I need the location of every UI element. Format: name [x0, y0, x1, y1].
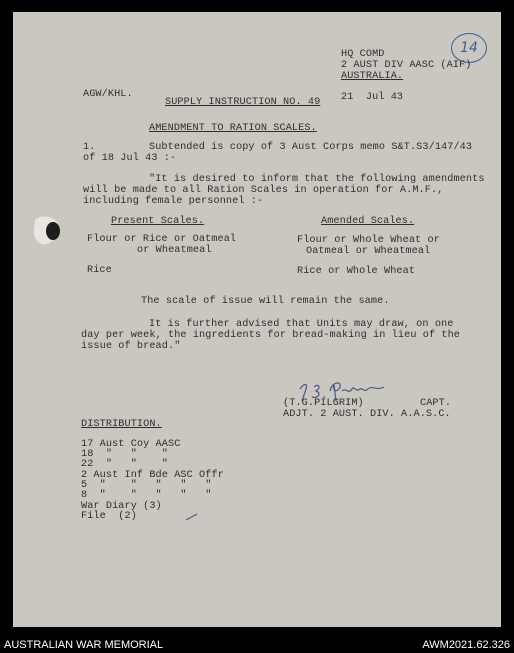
- quote-line-2: will be made to all Ration Scales in operation for A.M.F.,: [83, 185, 444, 196]
- further-line-1: It is further advised that Units may draw, on one: [149, 319, 454, 330]
- punch-hole: [31, 214, 61, 248]
- document-page: [13, 12, 501, 627]
- document-title: SUPPLY INSTRUCTION NO. 49: [165, 97, 321, 108]
- further-line-3: issue of bread.": [81, 341, 181, 352]
- present-scale-1a: Flour or Rice or Oatmeal: [87, 234, 237, 245]
- document-subtitle: AMENDMENT TO RATION SCALES.: [149, 123, 317, 134]
- distribution-item: 5 " " " " ": [81, 480, 212, 491]
- further-line-2: day per week, the ingredients for bread-making in lieu of the: [81, 330, 461, 341]
- page-number-stamp: 14: [451, 33, 487, 63]
- distribution-item: 2 Aust Inf Bde ASC Offr: [81, 470, 224, 481]
- distribution-item: File (2): [81, 511, 137, 522]
- distribution-item: War Diary (3): [81, 501, 162, 512]
- reference: AGW/KHL.: [83, 89, 133, 100]
- document-date: 21 Jul 43: [341, 92, 404, 103]
- distribution-item: 17 Aust Coy AASC: [81, 439, 181, 450]
- amended-scales-heading: Amended Scales.: [321, 216, 415, 227]
- amended-scale-2: Rice or Whole Wheat: [297, 266, 416, 277]
- distribution-item: 18 " " ": [81, 449, 168, 460]
- quote-line-1: "It is desired to inform that the following amendments: [149, 174, 485, 185]
- distribution-item: 22 " " ": [81, 459, 168, 470]
- para-1-line-2: of 18 Jul 43 :-: [83, 153, 177, 164]
- signatory-name: (T.G.PILGRIM): [283, 398, 364, 409]
- signatory-title: ADJT. 2 AUST. DIV. A.A.S.C.: [283, 409, 451, 420]
- para-1-line-1: Subtended is copy of 3 Aust Corps memo S&T.S3/147/43: [149, 142, 473, 153]
- hq-line-2: 2 AUST DIV AASC (AIF): [341, 60, 472, 71]
- present-scale-2: Rice: [87, 265, 112, 276]
- hq-line-1: HQ COMD: [341, 49, 385, 60]
- para-1-number: 1.: [83, 142, 96, 153]
- footer-source: AUSTRALIAN WAR MEMORIAL: [4, 639, 164, 651]
- footer-accession-number: AWM2021.62.326: [422, 639, 510, 651]
- tick-mark: [185, 512, 199, 522]
- distribution-item: 8 " " " " ": [81, 490, 212, 501]
- amended-scale-1a: Flour or Whole Wheat or: [297, 235, 440, 246]
- quote-line-3: including female personnel :-: [83, 196, 264, 207]
- amended-scale-1b: Oatmeal or Wheatmeal: [306, 246, 431, 257]
- distribution-heading: DISTRIBUTION.: [81, 419, 162, 430]
- hq-line-3: AUSTRALIA.: [341, 71, 404, 82]
- present-scale-1b: or Wheatmeal: [137, 245, 212, 256]
- scale-statement: The scale of issue will remain the same.: [141, 296, 390, 307]
- present-scales-heading: Present Scales.: [111, 216, 205, 227]
- signatory-rank: CAPT.: [420, 398, 452, 409]
